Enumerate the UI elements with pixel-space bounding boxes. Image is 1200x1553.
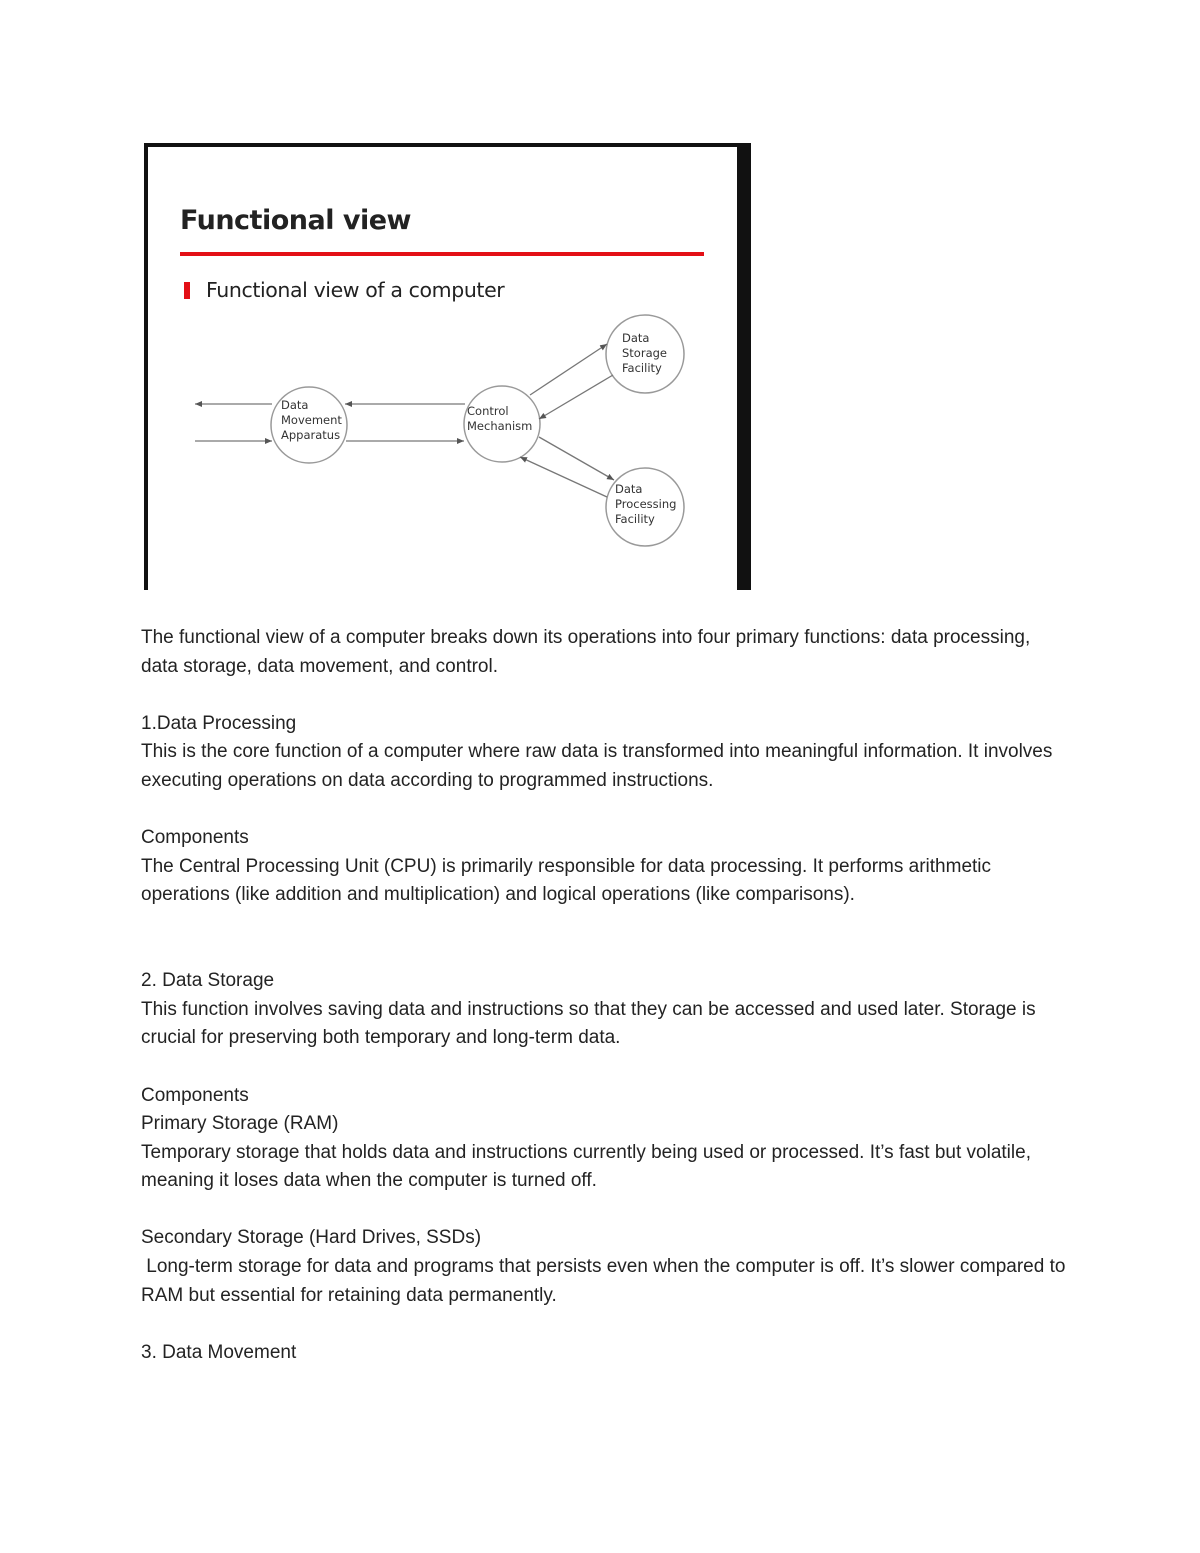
- section3-heading: 3. Data Movement: [141, 1341, 297, 1363]
- control-label: Control Mechanism: [467, 404, 533, 433]
- section1-body: This is the core function of a computer where raw data is transformed into meaningful information. It involves executing operations on data according to programmed instructions.: [141, 741, 1058, 791]
- movement-label: Data Movement Apparatus: [281, 398, 342, 442]
- primary-storage-body: Temporary storage that holds data and instructions currently being used or processed. It’s fast but volatile, meaning it loses data when the computer is turned off.: [141, 1141, 1037, 1192]
- section2-heading: 2. Data Storage: [141, 970, 275, 992]
- section1-heading: 1.Data Processing: [141, 712, 297, 734]
- intro-paragraph: The functional view of a computer breaks down its operations into four primary functions: data processing, data storage, data movement, and control.: [141, 627, 1036, 677]
- arrow-processing-to-control: [520, 457, 607, 497]
- secondary-storage-body: Long-term storage for data and programs that persists even when the computer is off. It’s slower compared to RAM but essential for retaining data permanently.: [141, 1256, 1071, 1306]
- section2-body: This function involves saving data and instructions so that they can be accessed and used later. Storage is crucial for preserving both temporary and long-term data.: [141, 998, 1041, 1049]
- secondary-storage-heading: Secondary Storage (Hard Drives, SSDs): [141, 1227, 482, 1249]
- section1-components-heading: Components: [141, 827, 249, 849]
- document-body: [141, 624, 1071, 1367]
- slide-image: [144, 143, 751, 590]
- primary-storage-heading: Primary Storage (RAM): [141, 1113, 339, 1135]
- arrow-control-to-processing: [539, 437, 614, 480]
- processing-label: Data Processing Facility: [615, 482, 677, 526]
- slide-title: Functional view: [180, 205, 411, 236]
- arrow-control-to-storage: [530, 344, 607, 395]
- slide-subtitle: Functional view of a computer: [206, 278, 505, 302]
- functional-view-diagram: [148, 147, 738, 590]
- section2-components-heading: Components: [141, 1084, 249, 1106]
- storage-label: Data Storage Facility: [622, 331, 667, 375]
- section1-components-body: The Central Processing Unit (CPU) is primarily responsible for data processing. It performs arithmetic operations (like addition and multiplication) and logical operations (like comparisons).: [141, 855, 997, 906]
